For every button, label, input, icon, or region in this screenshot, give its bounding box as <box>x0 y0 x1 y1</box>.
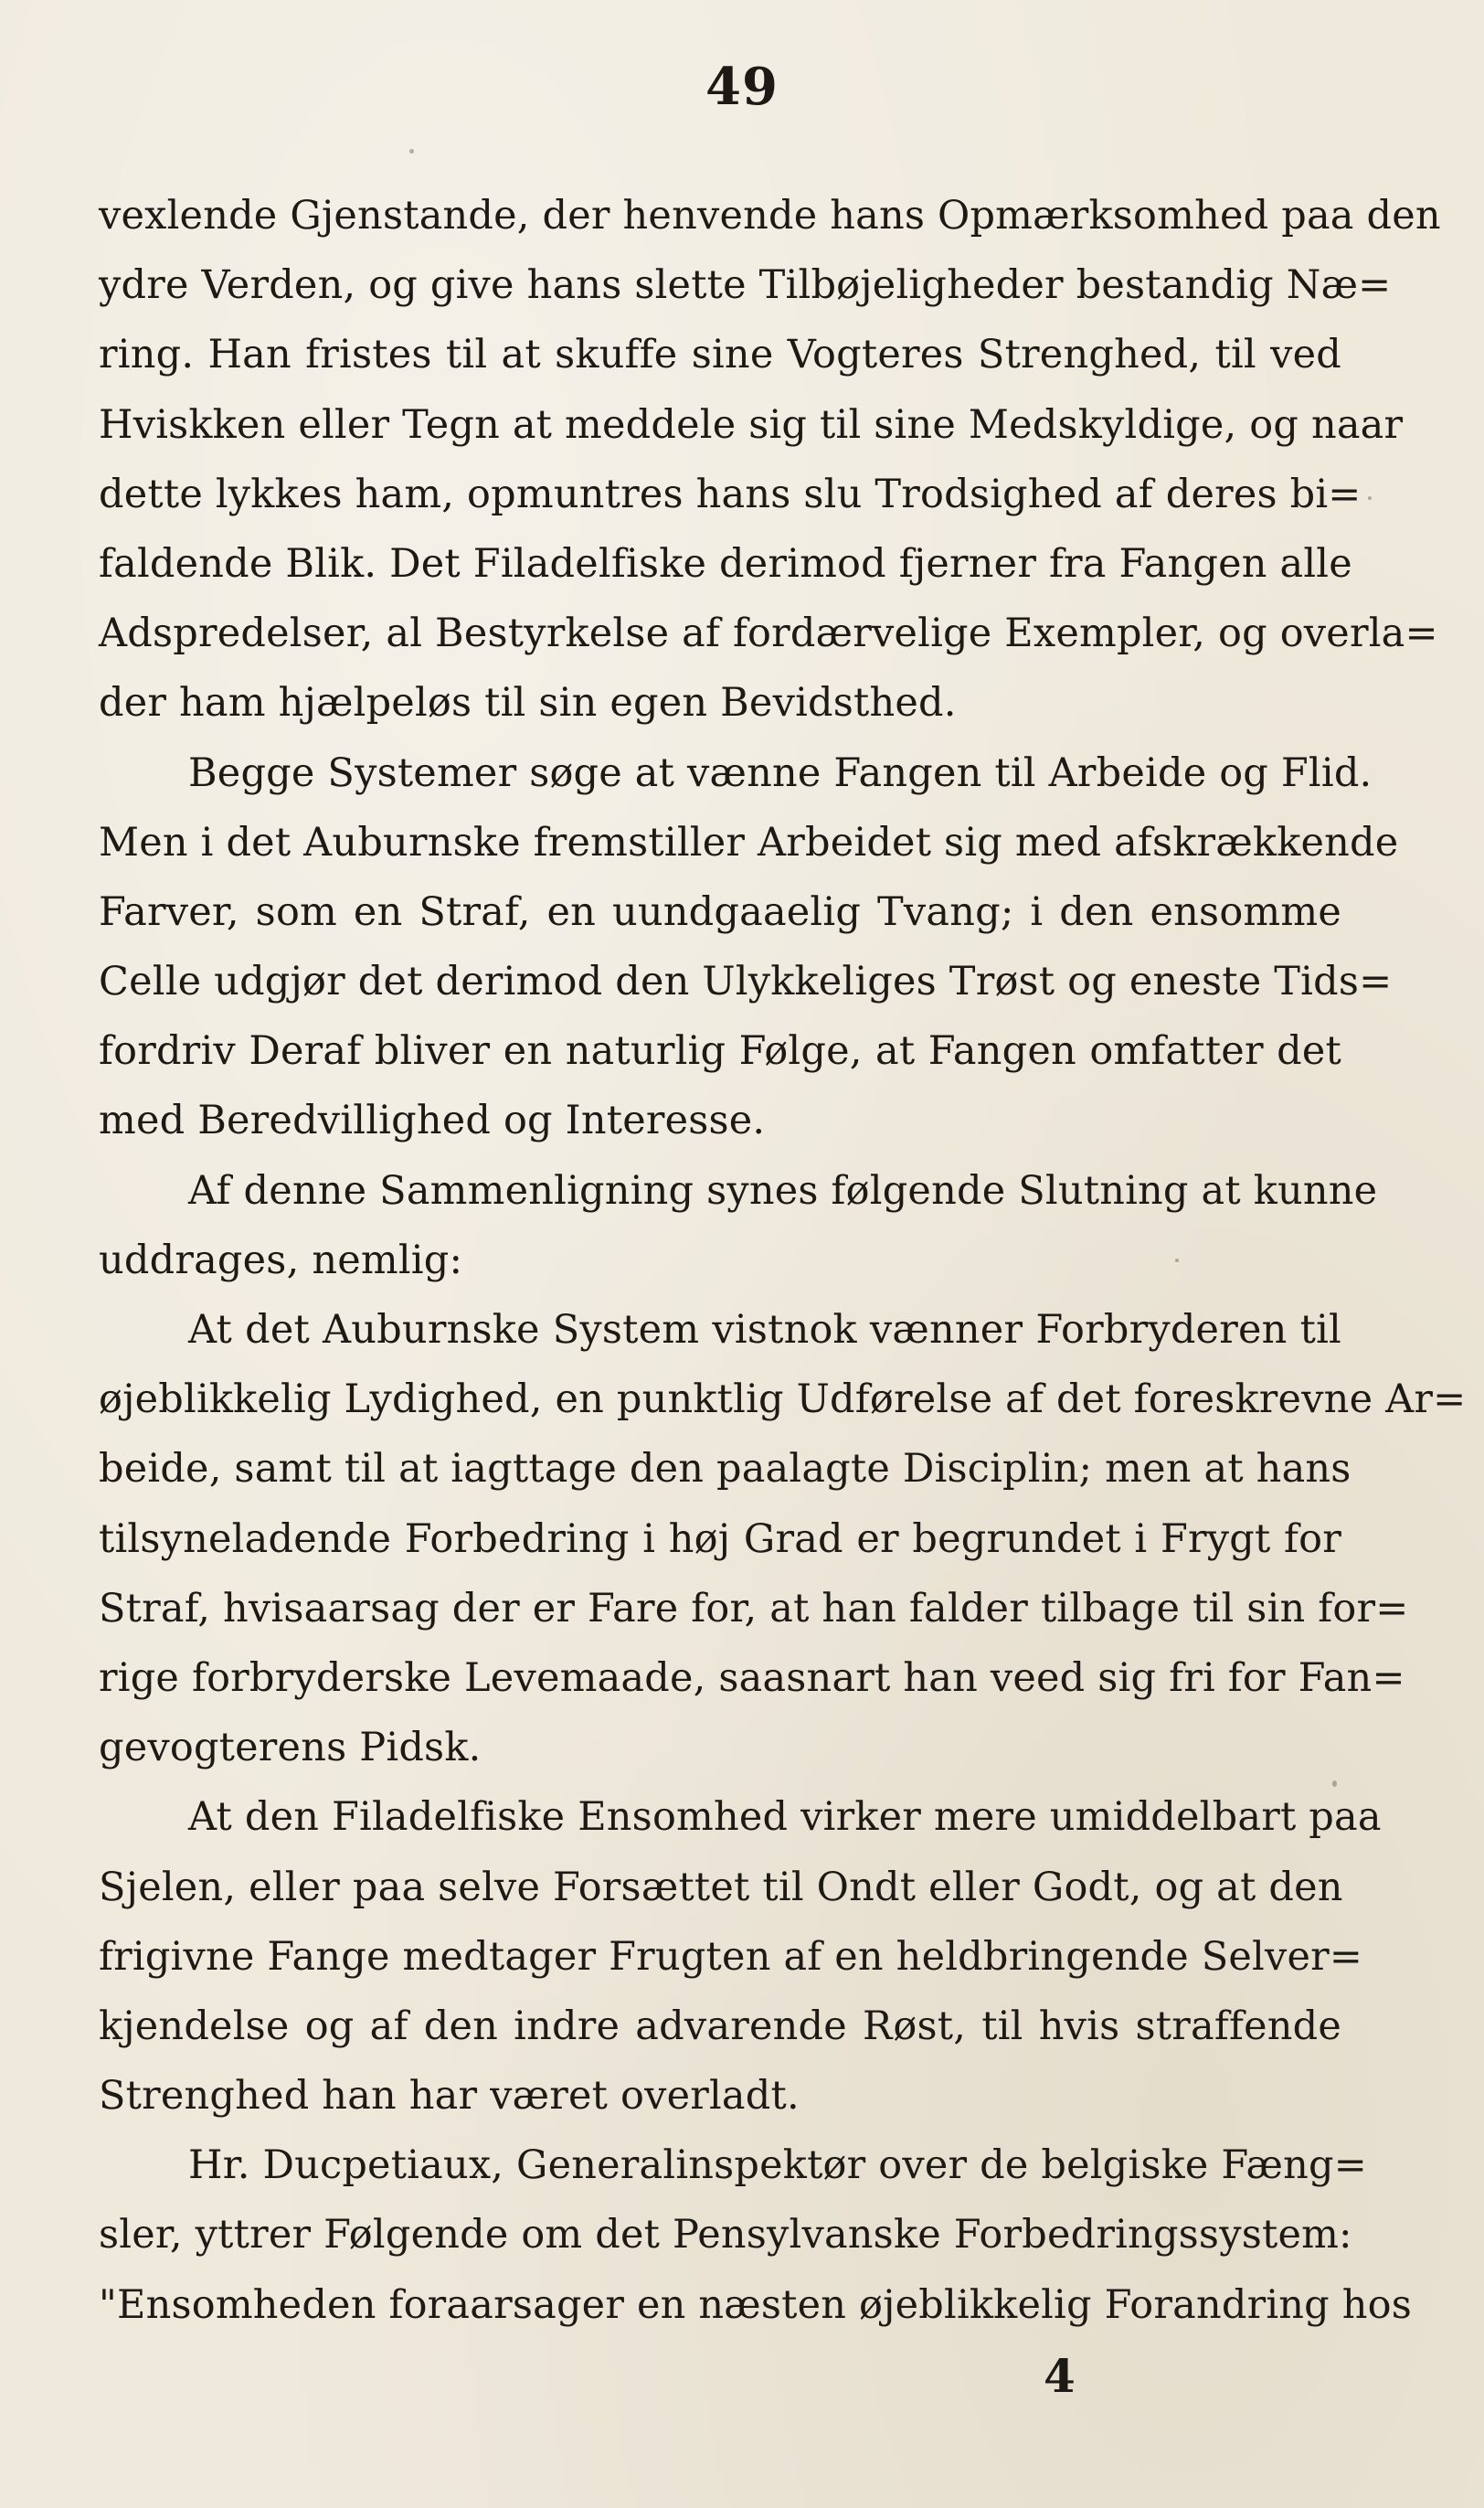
text-line: At det Auburnske System vistnok vænner Forbryderen til <box>188 1307 1341 1353</box>
text-line: Sjelen, eller paa selve Forsættet til Ondt eller Godt, og at den <box>99 1864 1343 1910</box>
text-line: Straf, hvisaarsag der er Fare for, at han falder tilbage til sin for= <box>99 1585 1409 1631</box>
paper-speck <box>1175 1259 1179 1262</box>
text-line: sler, yttrer Følgende om det Pensylvanske Forbedringssystem: <box>99 2212 1352 2258</box>
text-line: Strenghed han har været overladt. <box>99 2073 800 2120</box>
text-line: Farver, som en Straf, en uundgaaelig Tvang; i den ensomme <box>99 888 1341 935</box>
text-line: frigivne Fange medtager Frugten af en heldbringende Selver= <box>99 1933 1363 1980</box>
text-line: med Beredvillighed og Interesse. <box>99 1098 766 1144</box>
text-line: Celle udgjør det derimod den Ulykkeliges Trøst og eneste Tids= <box>99 959 1393 1005</box>
text-line: øjeblikkelig Lydighed, en punktlig Udførelse af det foreskrevne Ar= <box>99 1376 1467 1423</box>
signature-mark: 4 <box>1044 2349 1076 2403</box>
text-line: Af denne Sammenligning synes følgende Slutning at kunne <box>188 1167 1378 1214</box>
text-line: der ham hjælpeløs til sin egen Bevidsthed. <box>99 680 957 727</box>
text-line: Begge Systemer søge at vænne Fangen til Arbeide og Flid. <box>188 749 1373 796</box>
text-line: Adspredelser, al Bestyrkelse af fordærvelige Exempler, og overla= <box>99 611 1438 657</box>
text-line: rige forbryderske Levemaade, saasnart han veed sig fri for Fan= <box>99 1654 1405 1701</box>
paper-speck <box>409 149 414 154</box>
text-line: faldende Blik. Det Filadelfiske derimod fjerner fra Fangen alle <box>99 540 1352 587</box>
body-text <box>99 181 1467 2340</box>
page-number: 49 <box>705 57 779 117</box>
text-line: "Ensomheden foraarsager en næsten øjeblikkelig Forandring hos <box>99 2281 1413 2328</box>
text-line: tilsyneladende Forbedring i høj Grad er begrundet i Frygt for <box>99 1515 1341 1562</box>
paper-speck <box>1368 496 1372 500</box>
text-line: ring. Han fristes til at skuffe sine Vogteres Strenghed, til ved <box>99 332 1341 378</box>
text-line: dette lykkes ham, opmuntres hans slu Trodsighed af deres bi= <box>99 471 1362 517</box>
text-line: ydre Verden, og give hans slette Tilbøjeligheder bestandig Næ= <box>99 262 1392 309</box>
paper-speck <box>1332 1780 1337 1787</box>
text-line: Hviskken eller Tegn at meddele sig til sine Medskyldige, og naar <box>99 401 1404 448</box>
text-line: beide, samt til at iagttage den paalagte Disciplin; men at hans <box>99 1446 1352 1493</box>
text-line: uddrages, nemlig: <box>99 1237 463 1283</box>
text-line: Men i det Auburnske fremstiller Arbeidet sig med afskrækkende <box>99 819 1399 866</box>
text-line: fordriv Deraf bliver en naturlig Følge, at Fangen omfatter det <box>99 1028 1341 1075</box>
text-line: Hr. Ducpetiaux, Generalinspektør over de belgiske Fæng= <box>188 2142 1367 2189</box>
text-line: gevogterens Pidsk. <box>99 1725 482 1771</box>
text-line: vexlende Gjenstande, der henvende hans Opmærksomhed paa den <box>99 193 1441 239</box>
text-line: At den Filadelfiske Ensomhed virker mere umiddelbart paa <box>188 1794 1382 1841</box>
text-line: kjendelse og af den indre advarende Røst, til hvis straffende <box>99 2003 1341 2049</box>
